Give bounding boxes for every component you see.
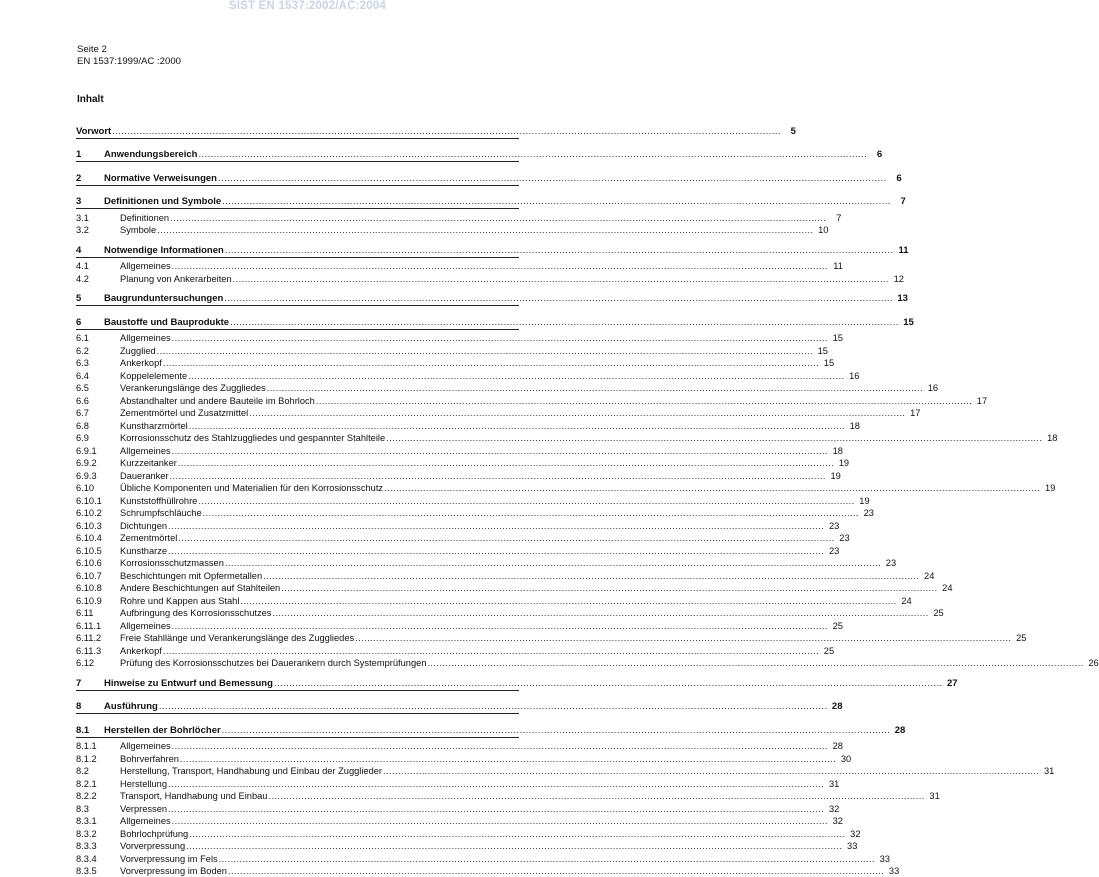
toc-entry-number: 8.2 [76, 766, 102, 777]
toc-entry-page: 5 [782, 126, 796, 137]
toc-entry-number: 6.6 [76, 396, 102, 407]
toc-entry-title: Zementmörtel [102, 533, 177, 544]
toc-entry[interactable] [76, 582, 519, 595]
toc-entry-page: 10 [814, 225, 828, 236]
toc-leader-dots: ............................................................................................................................................................................................................................ [224, 293, 893, 304]
toc-entry-title: Aufbringung des Korrosionsschutzes [102, 608, 271, 619]
toc-entry[interactable] [76, 382, 519, 395]
toc-entry[interactable] [76, 632, 519, 645]
toc-entry-number: Vorwort [76, 126, 111, 137]
toc-entry[interactable] [76, 644, 519, 657]
toc-entry-number: 6.10.4 [76, 533, 102, 544]
toc-entry-title: Zementmörtel und Zusatzmittel [102, 408, 248, 419]
toc-entry[interactable] [76, 292, 519, 305]
toc-entry-number: 6.11.3 [76, 646, 102, 657]
toc-entry[interactable] [76, 124, 519, 137]
toc-leader-dots: ............................................................................................................................................................................................................................ [230, 317, 899, 328]
toc-entry-number: 8.1.1 [76, 741, 102, 752]
toc-entry-page: 11 [894, 245, 908, 256]
toc-entry-number: 6.2 [76, 346, 102, 357]
toc-entry[interactable] [76, 569, 519, 582]
toc-entry-page: 17 [973, 396, 987, 407]
toc-entry-page: 28 [829, 701, 843, 712]
toc-leader-dots: ............................................................................................................................................................................................................................ [272, 608, 928, 619]
toc-entry-number: 6.9.3 [76, 471, 102, 482]
toc-entry-title: Notwendige Informationen [102, 245, 224, 256]
toc-leader-dots: ............................................................................................................................................................................................................................ [281, 583, 937, 594]
toc-entry-page: 25 [930, 608, 944, 619]
toc-entry-page: 23 [860, 508, 874, 519]
toc-entry-title: Herstellen der Bohrlöcher [102, 725, 221, 736]
toc-entry-page: 16 [924, 383, 938, 394]
toc-leader-dots: ............................................................................................................................................................................................................................ [168, 779, 824, 790]
toc-entry-number: 3.2 [76, 225, 102, 236]
section-divider [76, 329, 519, 330]
toc-entry-title: Vorverpressung [102, 841, 185, 852]
watermark: SIST EN 1537:2002/AC:2004 [0, 0, 615, 12]
toc-entry[interactable] [76, 369, 519, 382]
toc-entry-page: 23 [836, 533, 850, 544]
toc-entry-page: 32 [847, 829, 861, 840]
toc-entry-number: 6.11.1 [76, 621, 102, 632]
toc-entry[interactable] [76, 840, 519, 853]
toc-entry-number: 8.3.5 [76, 866, 102, 877]
toc-entry[interactable] [76, 777, 519, 790]
section-divider [76, 737, 519, 738]
toc-leader-dots: ............................................................................................................................................................................................................................ [172, 333, 828, 344]
toc-entry-number: 6.9.1 [76, 446, 102, 457]
toc-entry[interactable] [76, 419, 519, 432]
toc-entry-number: 6.1 [76, 333, 102, 344]
section-gap [76, 236, 519, 243]
toc-entry[interactable] [76, 211, 519, 224]
toc-entry-title: Ankerkopf [102, 646, 162, 657]
toc-entry-title: Baugrunduntersuchungen [102, 293, 223, 304]
section-divider [76, 208, 519, 209]
toc-leader-dots: ............................................................................................................................................................................................................................ [228, 866, 884, 877]
toc-entry-page: 7 [892, 196, 906, 207]
section-gap [76, 285, 519, 292]
toc-leader-dots: ............................................................................................................................................................................................................................ [172, 816, 828, 827]
toc-entry-title: Ausführung [102, 701, 158, 712]
toc-entry-page: 6 [868, 149, 882, 160]
toc-entry[interactable] [76, 815, 519, 828]
toc-entry-page: 23 [882, 558, 896, 569]
toc-leader-dots: ............................................................................................................................................................................................................................ [219, 854, 875, 865]
toc-entry-title: Bohrlochprüfung [102, 829, 188, 840]
toc-leader-dots: ............................................................................................................................................................................................................................ [198, 496, 854, 507]
toc-entry[interactable] [76, 432, 519, 445]
toc-entry[interactable] [76, 243, 519, 256]
toc-entry-number: 6.9.2 [76, 458, 102, 469]
toc-entry-page: 15 [900, 317, 914, 328]
toc-entry-title: Abstandhalter und andere Bauteile im Bohrloch [102, 396, 315, 407]
toc-entry[interactable] [76, 224, 519, 237]
toc-entry[interactable] [76, 260, 519, 273]
toc-leader-dots: ............................................................................................................................................................................................................................ [157, 346, 813, 357]
toc-entry-number: 5 [76, 293, 102, 304]
toc-entry-page: 27 [944, 678, 958, 689]
toc-entry[interactable] [76, 444, 519, 457]
table-of-contents [76, 124, 519, 877]
toc-entry-title: Vorverpressung im Boden [102, 866, 227, 877]
toc-entry-title: Allgemeines [102, 446, 171, 457]
toc-entry[interactable] [76, 394, 519, 407]
toc-entry-number: 8.3 [76, 804, 102, 815]
toc-entry-title: Rohre und Kappen aus Stahl [102, 596, 239, 607]
document-id: EN 1537:1999/AC :2000 [77, 56, 181, 68]
toc-entry-number: 6.3 [76, 358, 102, 369]
toc-entry-page: 24 [920, 571, 934, 582]
toc-entry-number: 3.1 [76, 213, 102, 224]
toc-leader-dots: ............................................................................................................................................................................................................................ [172, 621, 828, 632]
toc-leader-dots: ............................................................................................................................................................................................................................ [222, 725, 891, 736]
toc-entry-title: Korrosionsschutz des Stahlzuggliedes und gespannter Stahlteile [102, 433, 385, 444]
toc-entry-number: 6.8 [76, 421, 102, 432]
toc-entry-number: 8.1 [76, 725, 102, 736]
toc-entry-page: 15 [829, 333, 843, 344]
toc-entry[interactable] [76, 557, 519, 570]
toc-entry-page: 16 [845, 371, 859, 382]
toc-entry-number: 8.2.2 [76, 791, 102, 802]
toc-leader-dots: ............................................................................................................................................................................................................................ [170, 471, 826, 482]
toc-entry[interactable] [76, 332, 519, 345]
toc-entry[interactable] [76, 607, 519, 620]
toc-entry-title: Allgemeines [102, 816, 171, 827]
toc-entry-title: Bohrverfahren [102, 754, 179, 765]
toc-entry-title: Zugglied [102, 346, 156, 357]
toc-leader-dots: ............................................................................................................................................................................................................................ [240, 596, 896, 607]
section-gap [76, 716, 519, 723]
toc-entry-number: 6.5 [76, 383, 102, 394]
toc-entry-title: Kunststoffhüllrohre [102, 496, 197, 507]
toc-entry[interactable] [76, 469, 519, 482]
toc-entry-number: 8.3.2 [76, 829, 102, 840]
toc-entry-title: Schrumpfschläuche [102, 508, 202, 519]
toc-entry-number: 3 [76, 196, 102, 207]
toc-entry-page: 11 [829, 261, 843, 272]
toc-entry[interactable] [76, 700, 519, 713]
toc-entry-title: Daueranker [102, 471, 169, 482]
toc-entry-page: 32 [829, 816, 843, 827]
toc-entry-number: 7 [76, 678, 102, 689]
toc-entry-page: 30 [837, 754, 851, 765]
toc-entry[interactable] [76, 852, 519, 865]
toc-entry-page: 18 [846, 421, 860, 432]
toc-leader-dots: ............................................................................................................................................................................................................................ [188, 371, 844, 382]
toc-entry[interactable] [76, 544, 519, 557]
toc-entry-number: 4 [76, 245, 102, 256]
toc-entry-page: 19 [827, 471, 841, 482]
toc-entry-number: 8.3.1 [76, 816, 102, 827]
toc-entry-page: 32 [825, 804, 839, 815]
toc-entry-number: 2 [76, 173, 102, 184]
toc-entry-title: Verankerungslänge des Zuggliedes [102, 383, 266, 394]
toc-entry-title: Herstellung, Transport, Handhabung und Einbau der Zugglieder [102, 766, 382, 777]
toc-entry-title: Vorverpressung im Fels [102, 854, 218, 865]
toc-leader-dots: ............................................................................................................................................................................................................................ [180, 754, 836, 765]
toc-entry[interactable] [76, 272, 519, 285]
toc-entry-title: Andere Beschichtungen auf Stahlteilen [102, 583, 280, 594]
toc-entry-page: 6 [888, 173, 902, 184]
toc-leader-dots: ............................................................................................................................................................................................................................ [222, 196, 891, 207]
toc-entry-number: 6.10.5 [76, 546, 102, 557]
toc-leader-dots: ............................................................................................................................................................................................................................ [198, 149, 867, 160]
toc-entry[interactable] [76, 676, 519, 689]
toc-entry-title: Allgemeines [102, 621, 171, 632]
toc-entry-number: 4.1 [76, 261, 102, 272]
toc-entry-page: 24 [898, 596, 912, 607]
toc-leader-dots: ............................................................................................................................................................................................................................ [203, 508, 859, 519]
page-number-label: Seite 2 [77, 44, 181, 56]
toc-leader-dots: ............................................................................................................................................................................................................................ [163, 358, 819, 369]
toc-leader-dots: ............................................................................................................................................................................................................................ [189, 421, 845, 432]
toc-entry-title: Kunstharze [102, 546, 167, 557]
toc-entry-title: Baustoffe und Bauprodukte [102, 317, 229, 328]
toc-entry[interactable] [76, 752, 519, 765]
toc-entry-page: 31 [825, 779, 839, 790]
toc-entry-number: 6.4 [76, 371, 102, 382]
toc-entry[interactable] [76, 594, 519, 607]
toc-entry-page: 7 [827, 213, 841, 224]
section-gap [76, 669, 519, 676]
toc-entry-title: Allgemeines [102, 261, 171, 272]
toc-entry-page: 33 [843, 841, 857, 852]
toc-entry[interactable] [76, 315, 519, 328]
toc-leader-dots: ............................................................................................................................................................................................................................ [189, 829, 845, 840]
toc-leader-dots: ............................................................................................................................................................................................................................ [178, 458, 834, 469]
toc-entry[interactable] [76, 723, 519, 736]
toc-entry-page: 25 [1012, 633, 1026, 644]
toc-entry-page: 19 [1041, 483, 1055, 494]
toc-entry[interactable] [76, 407, 519, 420]
toc-leader-dots: ............................................................................................................................................................................................................................ [112, 126, 781, 137]
section-divider [76, 690, 519, 691]
toc-entry-page: 19 [856, 496, 870, 507]
section-gap [76, 308, 519, 315]
toc-entry-title: Beschichtungen mit Opfermetallen [102, 571, 262, 582]
toc-entry-page: 15 [814, 346, 828, 357]
toc-entry-title: Definitionen und Symbole [102, 196, 221, 207]
toc-leader-dots: ............................................................................................................................................................................................................................ [157, 225, 813, 236]
toc-entry-page: 18 [829, 446, 843, 457]
toc-entry-page: 28 [891, 725, 905, 736]
toc-entry-page: 25 [829, 621, 843, 632]
toc-entry-page: 17 [906, 408, 920, 419]
toc-leader-dots: ............................................................................................................................................................................................................................ [383, 766, 1039, 777]
toc-entry-number: 4.2 [76, 274, 102, 285]
toc-leader-dots: ............................................................................................................................................................................................................................ [249, 408, 905, 419]
toc-leader-dots: ............................................................................................................................................................................................................................ [225, 558, 881, 569]
toc-entry-page: 15 [820, 358, 834, 369]
toc-entry-title: Symbole [102, 225, 156, 236]
toc-entry-page: 28 [829, 741, 843, 752]
toc-entry-page: 25 [820, 646, 834, 657]
section-gap [76, 188, 519, 195]
toc-entry-page: 23 [825, 521, 839, 532]
toc-entry-number: 6.11.2 [76, 633, 102, 644]
toc-entry-page: 24 [939, 583, 953, 594]
toc-entry-title: Normative Verweisungen [102, 173, 217, 184]
toc-leader-dots: ............................................................................................................................................................................................................................ [168, 521, 824, 532]
toc-entry-number: 6.10.6 [76, 558, 102, 569]
toc-leader-dots: ............................................................................................................................................................................................................................ [163, 646, 819, 657]
section-divider [76, 138, 519, 139]
toc-entry[interactable] [76, 532, 519, 545]
toc-entry-number: 6.10.7 [76, 571, 102, 582]
toc-entry[interactable] [76, 657, 519, 670]
toc-entry-number: 8.1.2 [76, 754, 102, 765]
toc-entry[interactable] [76, 457, 519, 470]
toc-leader-dots: ............................................................................................................................................................................................................................ [172, 741, 828, 752]
page-title: Inhalt [77, 94, 104, 105]
toc-leader-dots: ............................................................................................................................................................................................................................ [225, 245, 894, 256]
toc-entry-page: 31 [1040, 766, 1054, 777]
toc-leader-dots: ............................................................................................................................................................................................................................ [384, 483, 1040, 494]
toc-entry-number: 6.10 [76, 483, 102, 494]
toc-entry-title: Hinweise zu Entwurf und Bemessung [102, 678, 273, 689]
toc-entry-title: Freie Stahllänge und Verankerungslänge des Zuggliedes [102, 633, 354, 644]
toc-leader-dots: ............................................................................................................................................................................................................................ [159, 701, 828, 712]
toc-leader-dots: ............................................................................................................................................................................................................................ [172, 446, 828, 457]
page-header [77, 44, 181, 68]
toc-entry-title: Allgemeines [102, 741, 171, 752]
toc-entry-number: 6.10.2 [76, 508, 102, 519]
toc-entry[interactable] [76, 765, 519, 778]
toc-entry-title: Herstellung [102, 779, 167, 790]
toc-entry-number: 6.10.1 [76, 496, 102, 507]
toc-entry-page: 12 [890, 274, 904, 285]
toc-leader-dots: ............................................................................................................................................................................................................................ [172, 261, 828, 272]
toc-entry-page: 31 [926, 791, 940, 802]
toc-entry[interactable] [76, 344, 519, 357]
toc-entry[interactable] [76, 195, 519, 208]
toc-entry-page: 33 [885, 866, 899, 877]
toc-entry[interactable] [76, 865, 519, 877]
toc-entry[interactable] [76, 148, 519, 161]
toc-entry-title: Transport, Handhabung und Einbau [102, 791, 267, 802]
toc-leader-dots: ............................................................................................................................................................................................................................ [268, 791, 924, 802]
toc-leader-dots: ............................................................................................................................................................................................................................ [168, 804, 824, 815]
toc-leader-dots: ............................................................................................................................................................................................................................ [316, 396, 972, 407]
toc-entry-number: 6.12 [76, 658, 102, 669]
toc-entry-title: Allgemeines [102, 333, 171, 344]
toc-entry-number: 6.10.3 [76, 521, 102, 532]
toc-entry-title: Koppelelemente [102, 371, 187, 382]
toc-entry[interactable] [76, 827, 519, 840]
toc-entry-title: Korrosionsschutzmassen [102, 558, 224, 569]
toc-entry-number: 6.9 [76, 433, 102, 444]
toc-entry-title: Ankerkopf [102, 358, 162, 369]
toc-leader-dots: ............................................................................................................................................................................................................................ [186, 841, 842, 852]
toc-entry-page: 18 [1043, 433, 1057, 444]
toc-entry[interactable] [76, 802, 519, 815]
toc-entry-title: Definitionen [102, 213, 169, 224]
section-gap [76, 164, 519, 171]
toc-entry-page: 26 [1085, 658, 1099, 669]
toc-entry[interactable] [76, 740, 519, 753]
section-divider [76, 161, 519, 162]
toc-entry-number: 6.7 [76, 408, 102, 419]
toc-leader-dots: ............................................................................................................................................................................................................................ [263, 571, 919, 582]
toc-entry-number: 6.10.9 [76, 596, 102, 607]
toc-entry-title: Übliche Komponenten und Materialien für den Korrosionsschutz [102, 483, 383, 494]
section-divider [76, 257, 519, 258]
toc-leader-dots: ............................................................................................................................................................................................................................ [427, 658, 1083, 669]
toc-entry-title: Verpressen [102, 804, 167, 815]
toc-entry-page: 19 [835, 458, 849, 469]
toc-leader-dots: ............................................................................................................................................................................................................................ [274, 678, 943, 689]
toc-entry[interactable] [76, 790, 519, 803]
toc-entry-number: 8.3.3 [76, 841, 102, 852]
toc-entry-title: Kurzzeitanker [102, 458, 177, 469]
toc-leader-dots: ............................................................................................................................................................................................................................ [355, 633, 1011, 644]
section-gap [76, 141, 519, 148]
toc-entry-title: Prüfung des Korrosionsschutzes bei Dauerankern durch Systemprüfungen [102, 658, 426, 669]
toc-entry-number: 6.11 [76, 608, 102, 619]
toc-entry-number: 8.2.1 [76, 779, 102, 790]
toc-entry-number: 8.3.4 [76, 854, 102, 865]
toc-entry-page: 23 [825, 546, 839, 557]
toc-entry[interactable] [76, 494, 519, 507]
toc-entry-title: Dichtungen [102, 521, 167, 532]
toc-entry-number: 6 [76, 317, 102, 328]
toc-leader-dots: ............................................................................................................................................................................................................................ [386, 433, 1042, 444]
toc-entry[interactable] [76, 619, 519, 632]
section-gap [76, 693, 519, 700]
toc-entry[interactable] [76, 507, 519, 520]
toc-entry-number: 1 [76, 149, 102, 160]
toc-leader-dots: ............................................................................................................................................................................................................................ [170, 213, 826, 224]
toc-entry[interactable] [76, 482, 519, 495]
toc-entry-title: Kunstharzmörtel [102, 421, 188, 432]
toc-leader-dots: ............................................................................................................................................................................................................................ [218, 173, 887, 184]
section-divider [76, 713, 519, 714]
toc-entry[interactable] [76, 171, 519, 184]
toc-leader-dots: ............................................................................................................................................................................................................................ [178, 533, 834, 544]
toc-entry-number: 6.10.8 [76, 583, 102, 594]
toc-entry-title: Planung von Ankerarbeiten [102, 274, 232, 285]
toc-entry-number: 8 [76, 701, 102, 712]
section-divider [76, 185, 519, 186]
section-divider [76, 305, 519, 306]
toc-leader-dots: ............................................................................................................................................................................................................................ [233, 274, 889, 285]
toc-entry[interactable] [76, 519, 519, 532]
toc-entry[interactable] [76, 357, 519, 370]
toc-entry-title: Anwendungsbereich [102, 149, 197, 160]
toc-leader-dots: ............................................................................................................................................................................................................................ [168, 546, 824, 557]
toc-entry-page: 13 [894, 293, 908, 304]
toc-entry-page: 33 [876, 854, 890, 865]
toc-leader-dots: ............................................................................................................................................................................................................................ [267, 383, 923, 394]
